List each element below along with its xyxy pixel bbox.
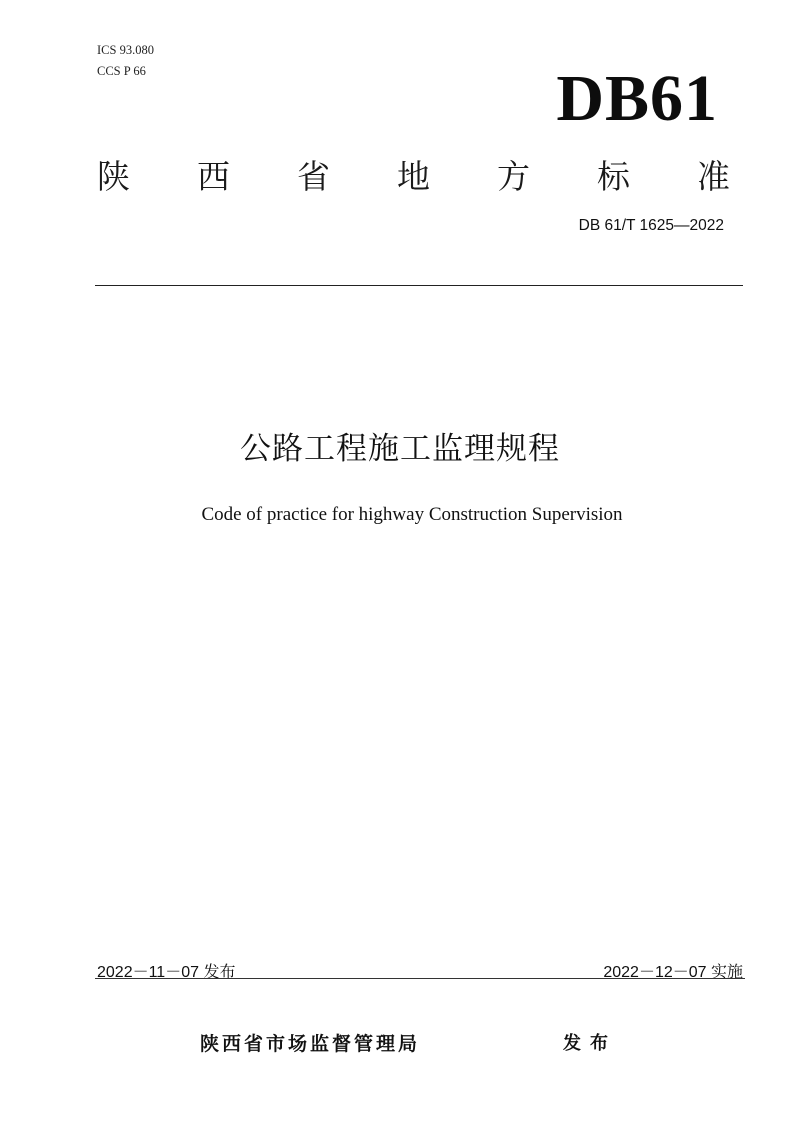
ics-code: ICS 93.080 <box>97 43 154 57</box>
classification-codes <box>97 40 154 82</box>
header-divider <box>95 285 743 286</box>
standard-type-char: 标 <box>597 157 630 196</box>
standard-type-char: 陕 <box>97 157 130 196</box>
standard-type-char: 方 <box>497 157 530 196</box>
standard-type-char: 准 <box>697 157 730 196</box>
document-title-chinese: 公路工程施工监理规程 <box>240 431 560 467</box>
standard-type-char: 西 <box>197 157 230 196</box>
standard-type-char: 地 <box>397 157 430 196</box>
standard-code-mark: DB61 <box>556 62 718 135</box>
document-title-english: Code of practice for highway Construction Supervision <box>201 504 623 525</box>
implement-date: 2022－12－07 实施 <box>603 964 743 981</box>
standard-type-char: 省 <box>297 157 330 196</box>
issue-label: 发布 <box>563 1033 617 1054</box>
issuing-authority: 陕西省市场监督管理局 <box>200 1033 421 1055</box>
standard-number: DB 61/T 1625—2022 <box>578 217 724 234</box>
standard-type-heading <box>97 157 730 197</box>
ccs-code: CCS P 66 <box>97 64 146 78</box>
footer-divider <box>95 978 745 979</box>
publish-date: 2022－11－07 发布 <box>97 964 236 981</box>
